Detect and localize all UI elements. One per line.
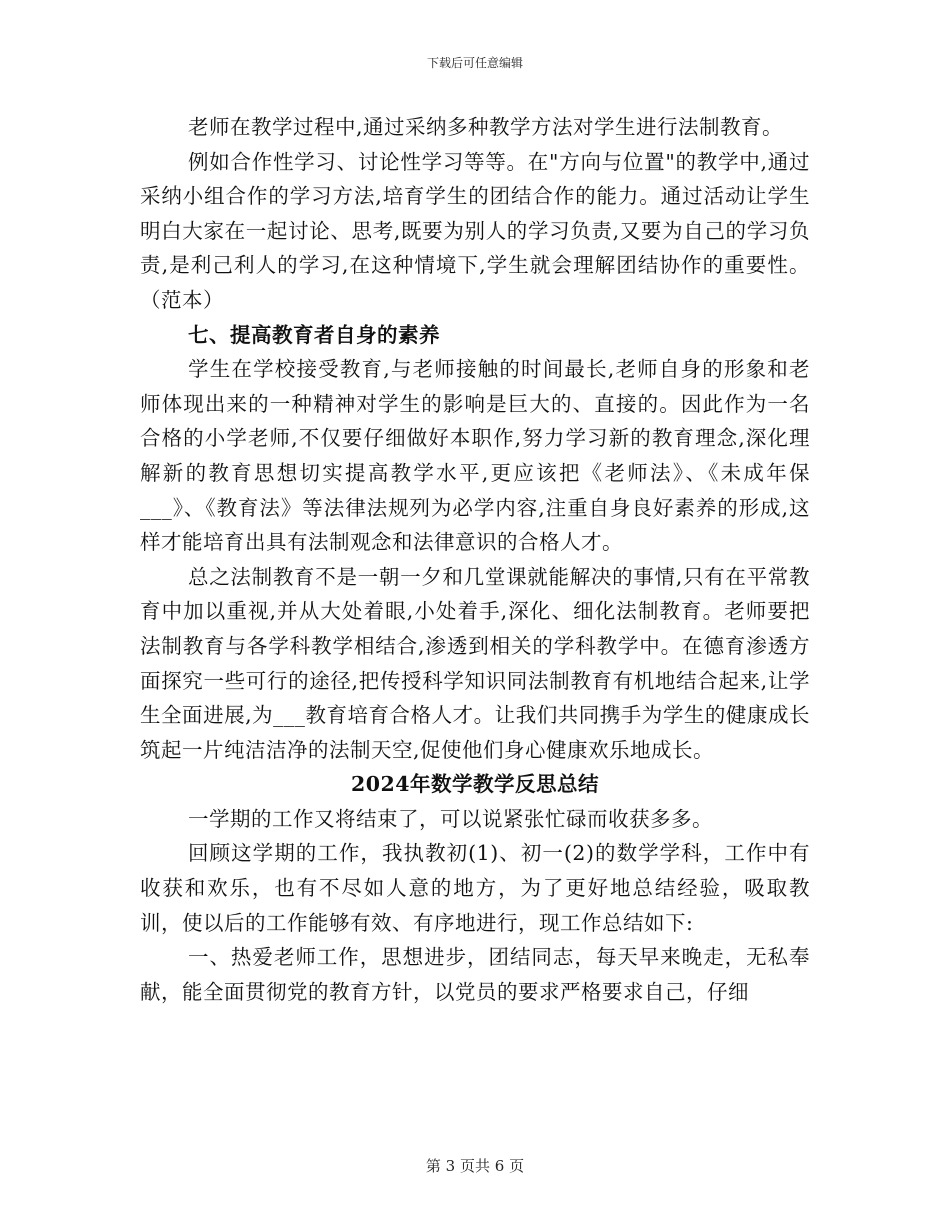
paragraph-7: 一、热爱老师工作，思想进步，团结同志，每天早来晚走，无私奉献，能全面贯彻党的教育方针，以党员的要求严格要求自己，仔细: [140, 945, 810, 1004]
paragraph-5: 一学期的工作又将结束了，可以说紧张忙碌而收获多多。: [188, 806, 713, 831]
paragraph-3: 学生在学校接受教育,与老师接触的时间最长,老师自身的形象和老师体现出来的一种精神对学生的影响是巨大的、直接的。因此作为一名合格的小学老师,不仅要仔细做好本职作,努力学习新的教育理念,深化理解新的教育思想切实提高教学水平,更应该把《老师法》、《未成年保___》、《教育法》等法律法规列为必学内容,注重自身良好素养的形成,这样才能培育出具有法制观念和法律意识的合格人才。: [140, 357, 810, 555]
paragraph-2: 例如合作性学习、讨论性学习等等。在"方向与位置"的教学中,通过采纳小组合作的学习方法,培育学生的团结合作的能力。通过活动让学生明白大家在一起讨论、思考,既要为别人的学习负责,又要为自己的学习负责,是利己利人的学习,在这种情境下,学生就会理解团结协作的重要性。（范本）: [140, 149, 810, 312]
section-heading-7: 七、提高教育者自身的素养: [188, 322, 440, 347]
paragraph-1: 老师在教学过程中,通过采纳多种教学方法对学生进行法制教育。: [188, 115, 784, 139]
paragraph-4: 总之法制教育不是一朝一夕和几堂课就能解决的事情,只有在平常教育中加以重视,并从大处着眼,小处着手,深化、细化法制教育。老师要把法制教育与各学科教学相结合,渗透到相关的学科教学中。在德育渗透方面探究一些可行的途径,把传授科学知识同法制教育有机地结合起来,让学生全面进展,为___教育培育合格人才。让我们共同携手为学生的健康成长筑起一片纯洁洁净的法制天空,促使他们身心健康欢乐地成长。: [140, 564, 810, 762]
paragraph-6: 回顾这学期的工作，我执教初(1)、初一(2)的数学学科，工作中有收获和欢乐，也有不尽如人意的地方，为了更好地总结经验，吸取教训，使以后的工作能够有效、有序地进行，现工作总结如下:: [140, 841, 810, 935]
page-footer: 第 3 页共 6 页: [425, 1157, 525, 1175]
document-title: 2024年数学教学反思总结: [350, 772, 600, 797]
page-header: 下载后可任意编辑: [426, 56, 523, 70]
document-body: [140, 110, 810, 1009]
